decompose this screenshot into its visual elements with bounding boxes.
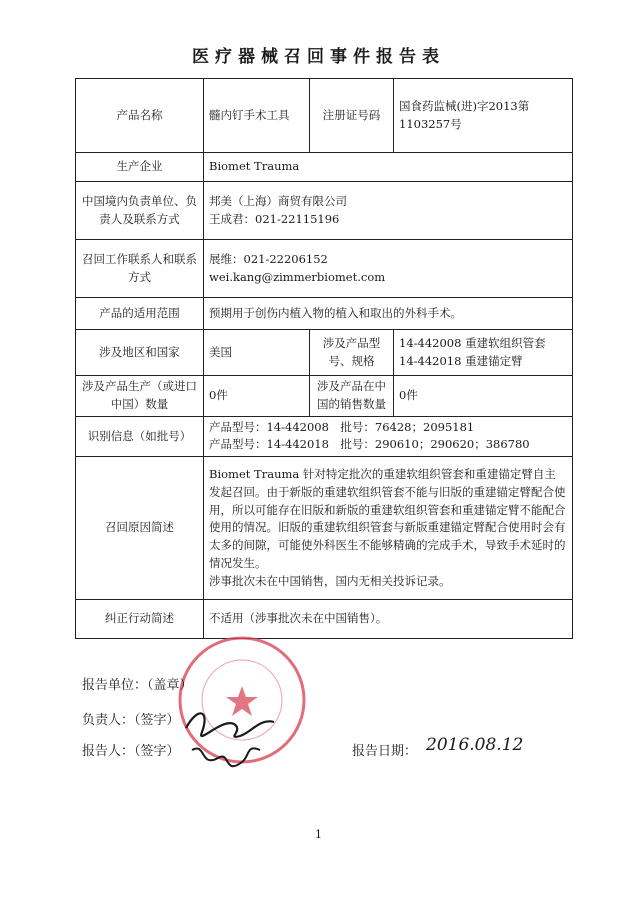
recall-contact-email: wei.kang@zimmerbiomet.com: [209, 269, 386, 284]
registration-value: 国食药监械(进)字2013第1103257号: [394, 79, 573, 153]
row-scope: [76, 298, 573, 330]
sold-value: 0件: [394, 376, 573, 417]
report-date-label: 报告日期：: [352, 744, 418, 759]
reason-label: 召回原因简述: [76, 457, 204, 600]
corrective-value: 不适用（涉事批次未在中国销售）。: [204, 600, 573, 639]
model-2: 14-442018 重建锚定臂: [399, 353, 523, 368]
scope-label: 产品的适用范围: [76, 298, 204, 330]
domestic-agent-company: 邦美（上海）商贸有限公司: [209, 193, 347, 208]
domestic-agent-cell: [204, 182, 573, 240]
row-corrective: [76, 600, 573, 639]
quantity-label: 涉及产品生产（或进口中国）数量: [76, 376, 204, 417]
manufacturer-label: 生产企业: [76, 153, 204, 182]
sold-label: 涉及产品在中国的销售数量: [310, 376, 394, 417]
identification-line-1: 产品型号：14-442008 批号：76428；2095181: [209, 419, 475, 434]
model-cell: [394, 330, 573, 376]
identification-label: 识别信息（如批号）: [76, 416, 204, 457]
region-value: 美国: [204, 330, 310, 376]
handwritten-signature-icon: [178, 688, 288, 778]
identification-line-2: 产品型号：14-442018 批号：290610；290620；386780: [209, 437, 530, 452]
recall-contact-cell: [204, 240, 573, 298]
reason-note: 涉事批次未在中国销售，国内无相关投诉记录。: [209, 573, 451, 588]
reason-text: Biomet Trauma 针对特定批次的重建软组织管套和重建锚定臂自主发起召回。由于新版的重建软组织管套不能与旧版的重建锚定臂配合使用，所以可能存在旧版和新版的重建软组织管套和重建锚定臂不能配合使用的情况。旧版的重建软组织管套与新版重建锚定臂配合使用时会有太多的间隙，可能使外科医生不能够精确的完成手术，导致手术延时的情况发生。: [209, 466, 566, 570]
row-region: [76, 330, 573, 376]
reporter-label: 报告人：（签字）: [82, 744, 180, 759]
manufacturer-value: Biomet Trauma: [204, 153, 573, 182]
row-recall-contact: [76, 240, 573, 298]
recall-contact-label: 召回工作联系人和联系方式: [76, 240, 204, 298]
recall-contact-phone: 展维：021-22206152: [209, 251, 328, 266]
domestic-agent-label: 中国境内负责单位、负责人及联系方式: [76, 182, 204, 240]
reason-cell: [204, 457, 573, 600]
report-unit-label: 报告单位：（盖章）: [82, 678, 193, 693]
row-domestic-agent: [76, 182, 573, 240]
report-date-value: 2016.08.12: [426, 735, 524, 755]
region-label: 涉及地区和国家: [76, 330, 204, 376]
domestic-agent-contact: 王成君：021-22115196: [209, 211, 340, 226]
product-name-label: 产品名称: [76, 79, 204, 153]
row-reason: [76, 457, 573, 600]
responsible-label: 负责人：（签字）: [82, 713, 180, 728]
identification-cell: [204, 416, 573, 457]
product-name-value: 髓内钉手术工具: [204, 79, 310, 153]
row-manufacturer: [76, 153, 573, 182]
registration-label: 注册证号码: [310, 79, 394, 153]
corrective-label: 纠正行动简述: [76, 600, 204, 639]
report-table: [75, 78, 573, 639]
model-1: 14-442008 重建软组织管套: [399, 335, 546, 350]
row-product-name: [76, 79, 573, 153]
row-identification: [76, 416, 573, 457]
row-quantity: [76, 376, 573, 417]
page-title: 医疗器械召回事件报告表: [192, 47, 445, 67]
quantity-value: 0件: [204, 376, 310, 417]
scope-value: 预期用于创伤内植入物的植入和取出的外科手术。: [204, 298, 573, 330]
model-label: 涉及产品型号、规格: [310, 330, 394, 376]
page-number: 1: [315, 828, 322, 841]
